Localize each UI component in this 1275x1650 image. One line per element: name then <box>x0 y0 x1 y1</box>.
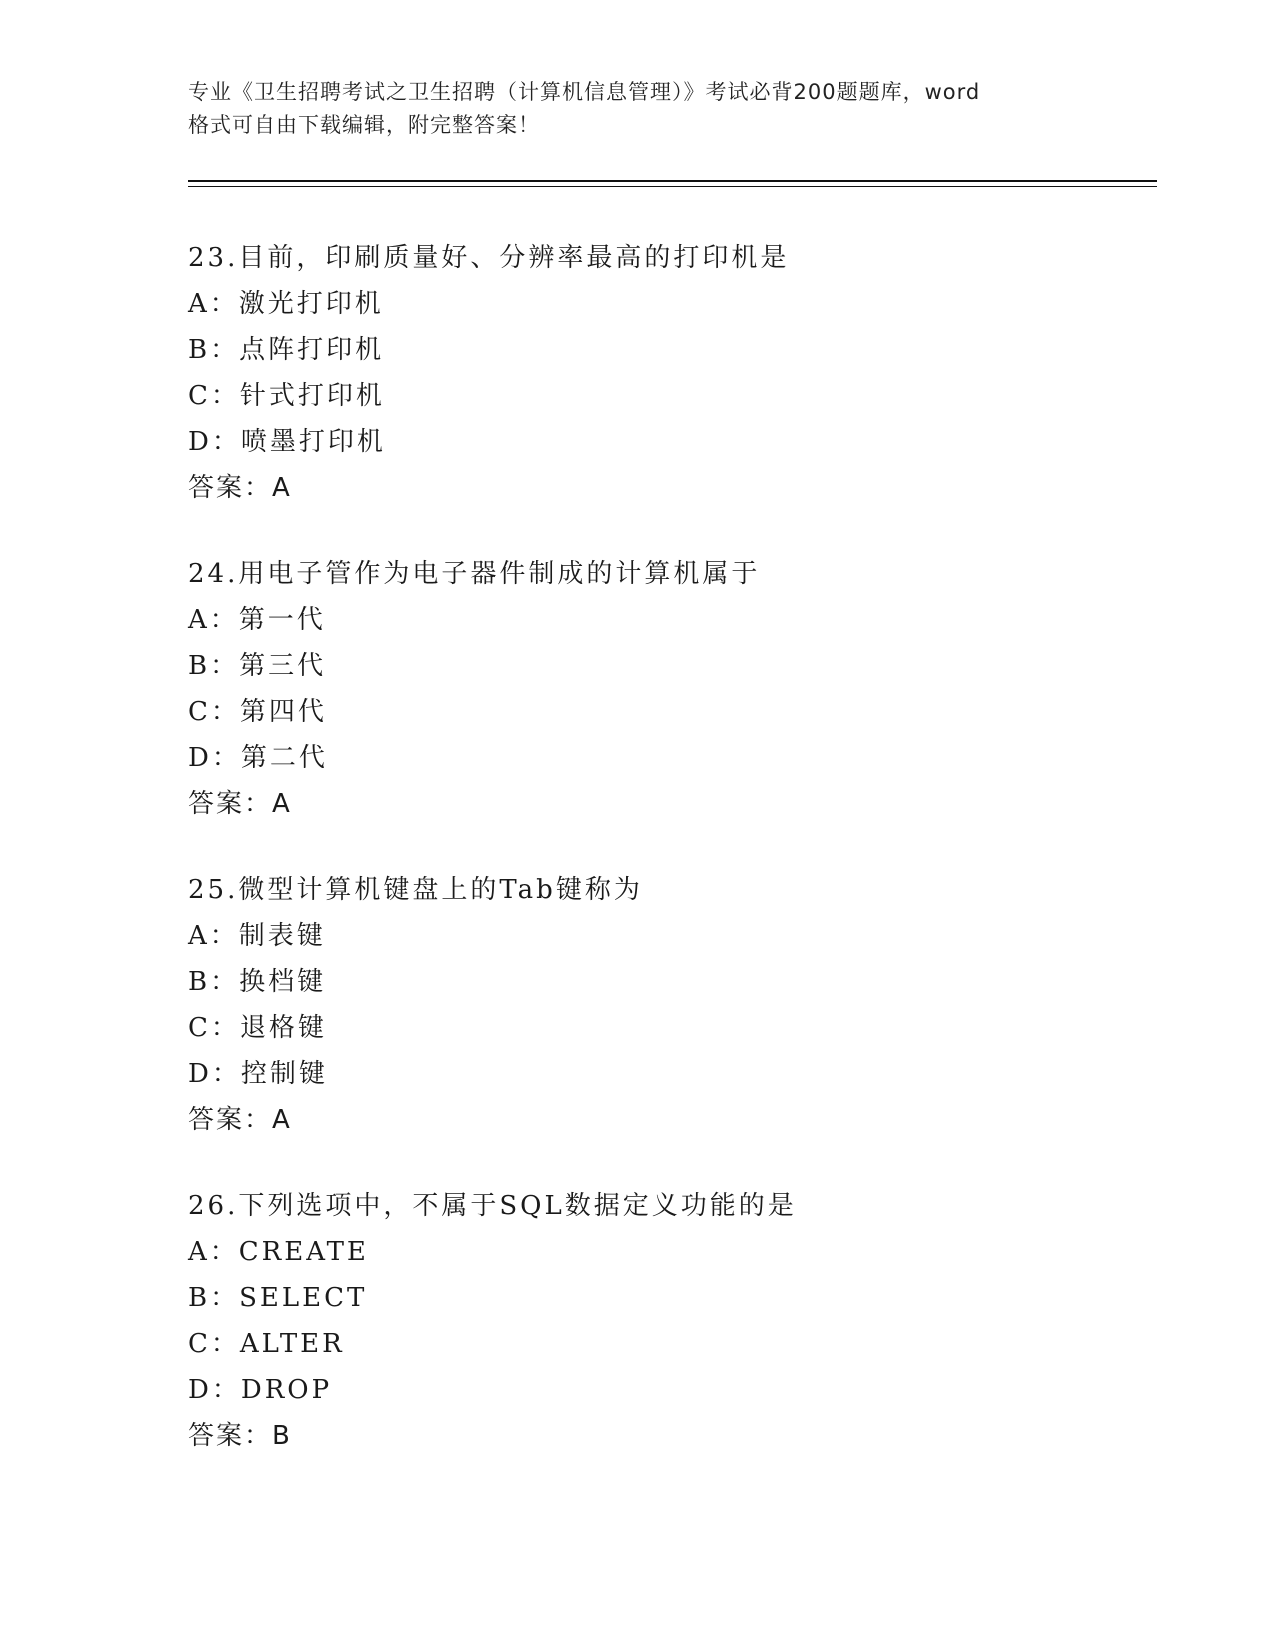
option-c: C：退格键 <box>188 1013 327 1043</box>
question-24 <box>188 551 1148 827</box>
option-c: C：针式打印机 <box>188 381 385 411</box>
option-a: A：CREATE <box>188 1237 369 1267</box>
option-d: D：喷墨打印机 <box>188 427 386 457</box>
answer-text: 答案：B <box>188 1421 292 1451</box>
question-26 <box>188 1183 1148 1459</box>
option-a: A：激光打印机 <box>188 289 384 319</box>
option-b: B：SELECT <box>188 1283 368 1313</box>
header-divider-top <box>188 180 1157 182</box>
question-list <box>188 235 1148 1499</box>
option-d: D：控制键 <box>188 1059 328 1089</box>
header-divider-bottom <box>188 186 1157 187</box>
option-b: B：点阵打印机 <box>188 335 385 365</box>
question-stem: 26.下列选项中，不属于SQL数据定义功能的是 <box>188 1191 797 1221</box>
option-a: A：制表键 <box>188 921 326 951</box>
question-stem: 23.目前，印刷质量好、分辨率最高的打印机是 <box>188 243 790 273</box>
option-d: D：第二代 <box>188 743 328 773</box>
question-stem: 25.微型计算机键盘上的Tab键称为 <box>188 875 643 905</box>
option-b: B：第三代 <box>188 651 327 681</box>
answer-text: 答案：A <box>188 473 292 503</box>
option-b: B：换档键 <box>188 967 327 997</box>
document-header <box>188 76 1088 142</box>
answer-text: 答案：A <box>188 789 292 819</box>
header-line-2: 格式可自由下载编辑，附完整答案！ <box>188 113 540 137</box>
question-stem: 24.用电子管作为电子器件制成的计算机属于 <box>188 559 761 589</box>
header-line-1: 专业《卫生招聘考试之卫生招聘（计算机信息管理）》考试必背200题题库，word <box>188 80 981 104</box>
question-25 <box>188 867 1148 1143</box>
option-d: D：DROP <box>188 1375 333 1405</box>
answer-text: 答案：A <box>188 1105 292 1135</box>
option-c: C：ALTER <box>188 1329 345 1359</box>
question-23 <box>188 235 1148 511</box>
option-a: A：第一代 <box>188 605 326 635</box>
option-c: C：第四代 <box>188 697 327 727</box>
